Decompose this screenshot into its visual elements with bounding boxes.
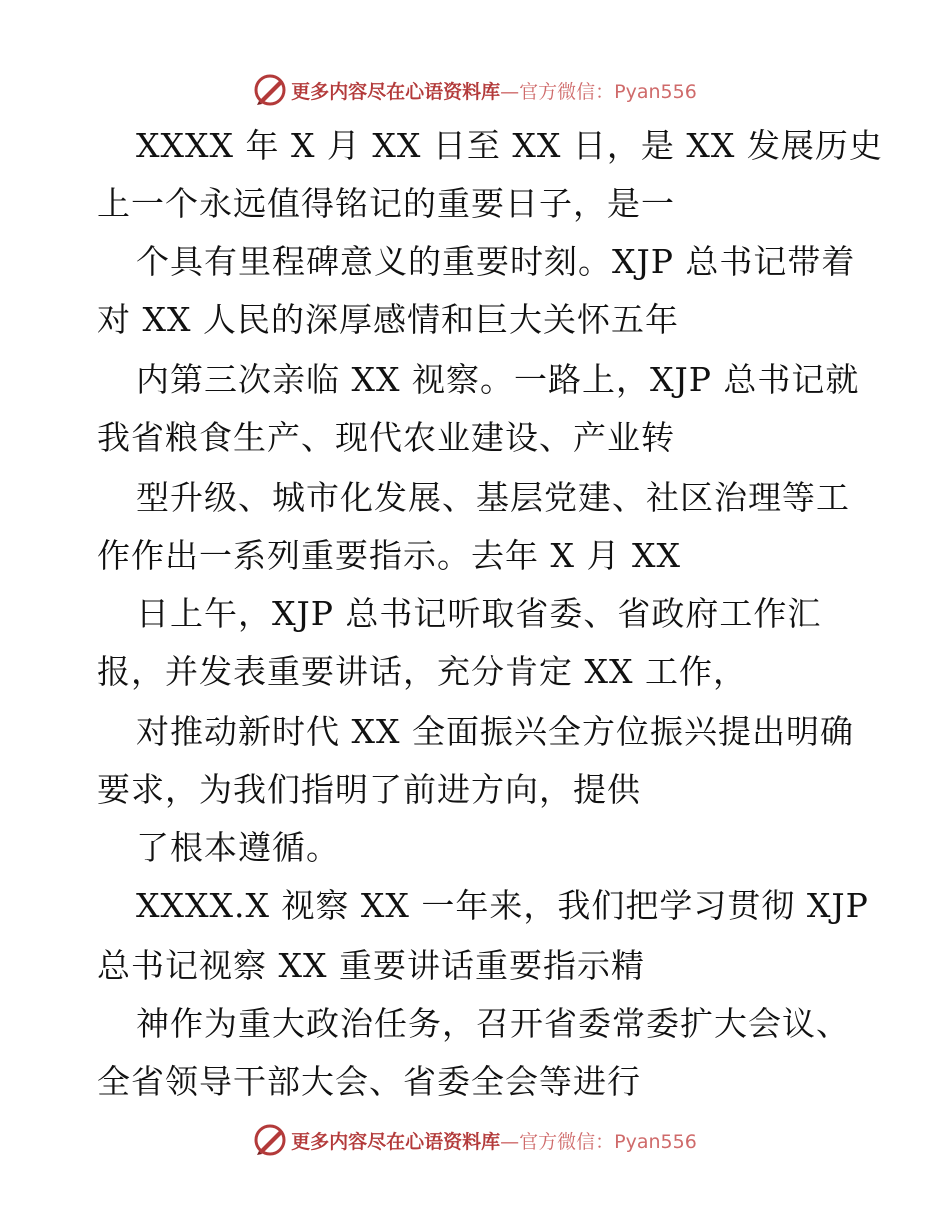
footer-watermark-banner — [0, 1120, 950, 1160]
header-watermark-banner — [0, 70, 950, 110]
paragraph-line: 型升级、城市化发展、基层党建、社区治理等工 — [136, 478, 850, 517]
pen-logo-icon — [253, 73, 287, 107]
paragraph-line: 要求，为我们指明了前进方向，提供 — [97, 770, 641, 809]
pen-logo-icon — [253, 1123, 287, 1157]
paragraph-line: 上一个永远值得铭记的重要日子，是一 — [97, 184, 675, 223]
watermark-text-sub: —官方微信：Pyan556 — [500, 80, 697, 103]
paragraph-line: 日上午，XJP 总书记听取省委、省政府工作汇 — [136, 594, 822, 633]
paragraph-line: 内第三次亲临 XX 视察。一路上，XJP 总书记就 — [136, 360, 860, 399]
paragraph-line: 对 XX 人民的深厚感情和巨大关怀五年 — [97, 300, 679, 339]
paragraph-line: 个具有里程碑意义的重要时刻。XJP 总书记带着 — [136, 242, 856, 281]
paragraph-line: 总书记视察 XX 重要讲话重要指示精 — [97, 946, 645, 985]
watermark-text-main: 更多内容尽在心语资料库 — [291, 1130, 501, 1153]
watermark-text-main: 更多内容尽在心语资料库 — [291, 80, 501, 103]
paragraph-line: 了根本遵循。 — [136, 828, 340, 867]
paragraph-line: XXXX.X 视察 XX 一年来，我们把学习贯彻 XJP — [136, 886, 869, 925]
paragraph-line: 报，并发表重要讲话，充分肯定 XX 工作， — [97, 652, 747, 691]
paragraph-line: 神作为重大政治任务，召开省委常委扩大会议、 — [136, 1004, 850, 1043]
paragraph-line: 作作出一系列重要指示。去年 X 月 XX — [97, 536, 681, 575]
paragraph-line: XXXX 年 X 月 XX 日至 XX 日，是 XX 发展历史 — [136, 126, 883, 165]
paragraph-line: 我省粮食生产、现代农业建设、产业转 — [97, 418, 675, 457]
paragraph-line: 对推动新时代 XX 全面振兴全方位振兴提出明确 — [136, 712, 854, 751]
watermark-text-sub: —官方微信：Pyan556 — [500, 1130, 697, 1153]
paragraph-line: 全省领导干部大会、省委全会等进行 — [97, 1062, 641, 1101]
